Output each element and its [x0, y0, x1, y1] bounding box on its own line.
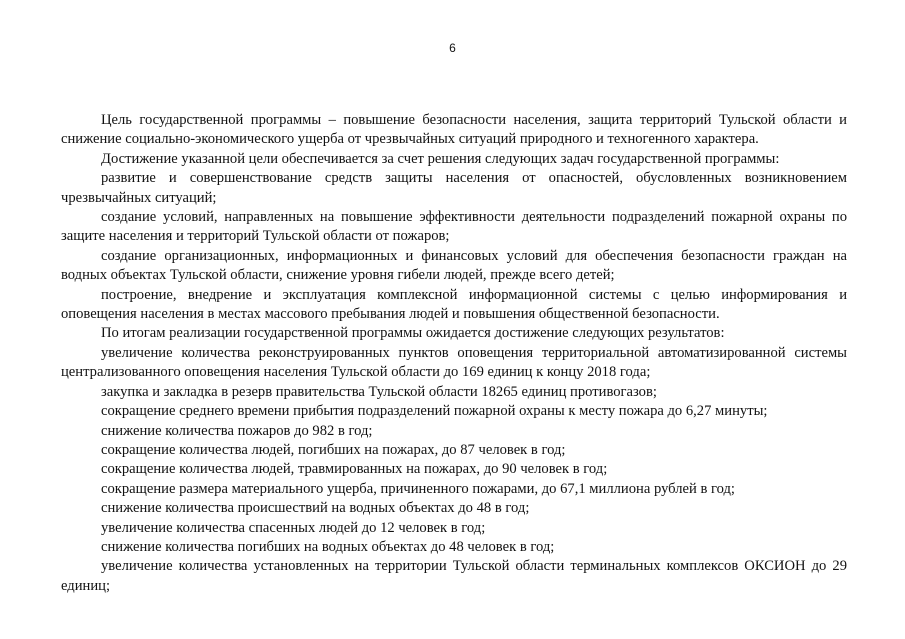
paragraph-tasks-intro: Достижение указанной цели обеспечивается за счет решения следующих задач государственной программы:	[101, 150, 780, 167]
result-item: сокращение количества людей, погибших на пожарах, до 87 человек в год;	[101, 441, 566, 458]
document-body	[61, 111, 847, 596]
task-item: развитие и совершенствование средств защиты населения от опасностей, обусловленных возникновением чрезвычайных ситуаций;	[61, 170, 847, 206]
task-item: создание условий, направленных на повышение эффективности деятельности подразделений пожарной охраны по защите населения и территорий Тульской области от пожаров;	[61, 209, 847, 245]
result-item: сокращение среднего времени прибытия подразделений пожарной охраны к месту пожара до 6,27 минуты;	[101, 403, 768, 420]
result-item: сокращение количества людей, травмированных на пожарах, до 90 человек в год;	[101, 461, 608, 478]
task-item: создание организационных, информационных и финансовых условий для обеспечения безопасности граждан на водных объектах Тульской области, снижение уровня гибели людей, прежде всего детей;	[61, 247, 847, 284]
page-number: 6	[449, 41, 456, 55]
result-item: сокращение размера материального ущерба, причиненного пожарами, до 67,1 миллиона рублей в год;	[101, 480, 735, 497]
result-item: увеличение количества реконструированных пунктов оповещения территориальной автоматизированной системы централизованного оповещения населения Тульской области до 169 единиц к концу 2018 года;	[61, 344, 847, 381]
result-item: увеличение количества спасенных людей до 12 человек в год;	[101, 519, 486, 536]
result-item: закупка и закладка в резерв правительства Тульской области 18265 единиц противогазов;	[101, 383, 657, 400]
task-item: построение, внедрение и эксплуатация комплексной информационной системы с целью информирования и оповещения населения в местах массового пребывания людей и повышения общественной безопасности.	[61, 286, 847, 323]
paragraph-goal: Цель государственной программы – повышение безопасности населения, защита территорий Тульской области и снижение социально-экономического ущерба от чрезвычайных ситуаций природного и техногенного характера.	[61, 112, 847, 148]
result-item: снижение количества погибших на водных объектах до 48 человек в год;	[101, 538, 555, 555]
result-item: снижение количества происшествий на водных объектах до 48 в год;	[101, 500, 530, 517]
result-item: увеличение количества установленных на территории Тульской области терминальных комплексов ОКСИОН до 29 единиц;	[61, 558, 847, 594]
paragraph-results-intro: По итогам реализации государственной программы ожидается достижение следующих результатов:	[101, 325, 725, 342]
result-item: снижение количества пожаров до 982 в год;	[101, 422, 373, 439]
